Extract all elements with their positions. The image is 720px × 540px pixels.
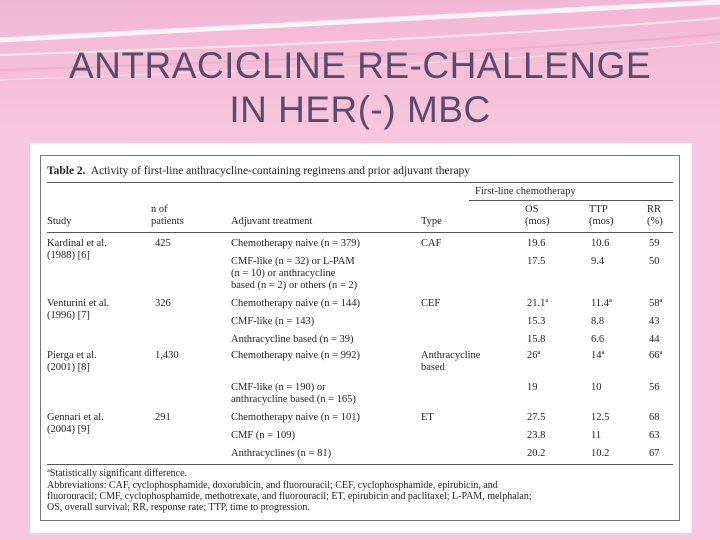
cell-rr: 66ª — [649, 350, 663, 361]
col-header-ttp-line1: TTP — [589, 204, 608, 215]
cell-adjuvant-line3: based (n = 2) or others (n = 2) — [231, 280, 358, 291]
cell-n: 326 — [155, 298, 171, 309]
group-header-rule — [469, 200, 673, 201]
cell-rr: 67 — [649, 448, 660, 459]
cell-ttp: 10 — [591, 382, 602, 393]
cell-ttp: 8.8 — [591, 316, 605, 327]
cell-study-ref: (2004) [9] — [47, 424, 90, 435]
cell-os: 15.3 — [527, 316, 546, 327]
cell-rr: 43 — [649, 316, 660, 327]
cell-study: Gennari et al. — [47, 412, 104, 423]
cell-adjuvant: Chemotherapy naive (n = 992) — [231, 350, 360, 361]
cell-study-ref: (2001) [8] — [47, 362, 90, 373]
table-rule-top — [47, 182, 673, 183]
cell-adjuvant: CMF-like (n = 190) or — [231, 382, 326, 393]
col-header-rr-line1: RR — [647, 204, 662, 215]
cell-os: 19.6 — [527, 238, 546, 249]
cell-os: 26ª — [527, 350, 541, 361]
data-table — [40, 155, 680, 521]
cell-adjuvant: CMF-like (n = 32) or L-PAM — [231, 256, 355, 267]
col-header-os-line1: OS — [525, 204, 539, 215]
cell-study: Kardinal et al. — [47, 238, 107, 249]
cell-study: Venturini et al. — [47, 298, 110, 309]
col-header-study: Study — [47, 216, 72, 227]
cell-rr: 44 — [649, 334, 660, 345]
col-header-n-line1: n of — [151, 204, 168, 215]
slide-title-line1: ANTRACICLINE RE-CHALLENGE — [68, 45, 651, 86]
cell-type: CAF — [421, 238, 442, 249]
footnote-abbreviations-line3: OS, overall survival; RR, response rate; TTP, time to progression. — [47, 502, 310, 513]
cell-ttp: 10.6 — [591, 238, 610, 249]
cell-os: 20.2 — [527, 448, 546, 459]
col-header-rr-line2: (%) — [647, 216, 663, 227]
cell-rr: 58ª — [649, 298, 663, 309]
cell-os: 21.1ª — [527, 298, 549, 309]
cell-ttp: 14ª — [591, 350, 605, 361]
table-image-panel — [30, 143, 692, 533]
table-rule-header — [47, 232, 673, 233]
cell-rr: 68 — [649, 412, 660, 423]
cell-n: 1,430 — [155, 350, 179, 361]
cell-os: 15.8 — [527, 334, 546, 345]
cell-rr: 59 — [649, 238, 660, 249]
cell-rr: 63 — [649, 430, 660, 441]
cell-ttp: 9.4 — [591, 256, 605, 267]
cell-n: 425 — [155, 238, 171, 249]
col-header-ttp-line2: (mos) — [589, 216, 614, 227]
cell-adjuvant: Anthracycline based (n = 39) — [231, 334, 354, 345]
cell-study-ref: (1996) [7] — [47, 310, 90, 321]
table-rule-bottom — [47, 464, 673, 465]
cell-study-ref: (1988) [6] — [47, 250, 90, 261]
footnote-abbreviations-line2: fluorouracil; CMF, cyclophosphamide, methotrexate, and fluorouracil; ET, epirubicin and paclitaxel; L-PAM, melphalan; — [47, 491, 532, 502]
table-caption-text: Activity of first-line anthracycline-containing regimens and prior adjuvant therapy — [90, 165, 471, 177]
cell-adjuvant: CMF-like (n = 143) — [231, 316, 315, 327]
cell-adjuvant: Chemotherapy naive (n = 101) — [231, 412, 360, 423]
cell-adjuvant-line2: anthracycline based (n = 165) — [231, 394, 356, 405]
cell-type: CEF — [421, 298, 441, 309]
cell-adjuvant-line2: (n = 10) or anthracycline — [231, 268, 336, 279]
cell-adjuvant: CMF (n = 109) — [231, 430, 295, 441]
table-caption-label: Table 2. — [47, 165, 86, 177]
table-caption — [47, 165, 470, 177]
cell-adjuvant: Anthracyclines (n = 81) — [231, 448, 332, 459]
group-header: First-line chemotherapy — [475, 186, 576, 197]
cell-ttp: 6.6 — [591, 334, 605, 345]
slide-title — [0, 44, 720, 132]
col-header-os-line2: (mos) — [525, 216, 550, 227]
cell-rr: 50 — [649, 256, 660, 267]
cell-type: ET — [421, 412, 434, 423]
col-header-n-line2: patients — [151, 216, 184, 227]
cell-adjuvant: Chemotherapy naive (n = 379) — [231, 238, 360, 249]
cell-type-line2: based — [421, 362, 445, 373]
cell-os: 17.5 — [527, 256, 546, 267]
cell-adjuvant: Chemotherapy naive (n = 144) — [231, 298, 360, 309]
cell-os: 27.5 — [527, 412, 546, 423]
cell-type: Anthracycline — [421, 350, 481, 361]
slide-title-line2: IN HER(-) MBC — [229, 89, 491, 130]
cell-study: Pierga et al. — [47, 350, 97, 361]
cell-os: 19 — [527, 382, 538, 393]
col-header-adjuvant: Adjuvant treatment — [231, 216, 313, 227]
cell-ttp: 10.2 — [591, 448, 610, 459]
footnote-abbreviations-line1: Abbreviations: CAF, cyclophosphamide, doxorubicin, and fluorouracil; CEF, cyclophosphamide, epirubicin, and — [47, 480, 498, 491]
cell-ttp: 12.5 — [591, 412, 610, 423]
cell-ttp: 11 — [591, 430, 602, 441]
cell-n: 291 — [155, 412, 171, 423]
cell-rr: 56 — [649, 382, 660, 393]
cell-ttp: 11.4ª — [591, 298, 612, 309]
footnote-significance: ªStatistically significant difference. — [47, 468, 188, 479]
cell-os: 23.8 — [527, 430, 546, 441]
col-header-type: Type — [421, 216, 442, 227]
